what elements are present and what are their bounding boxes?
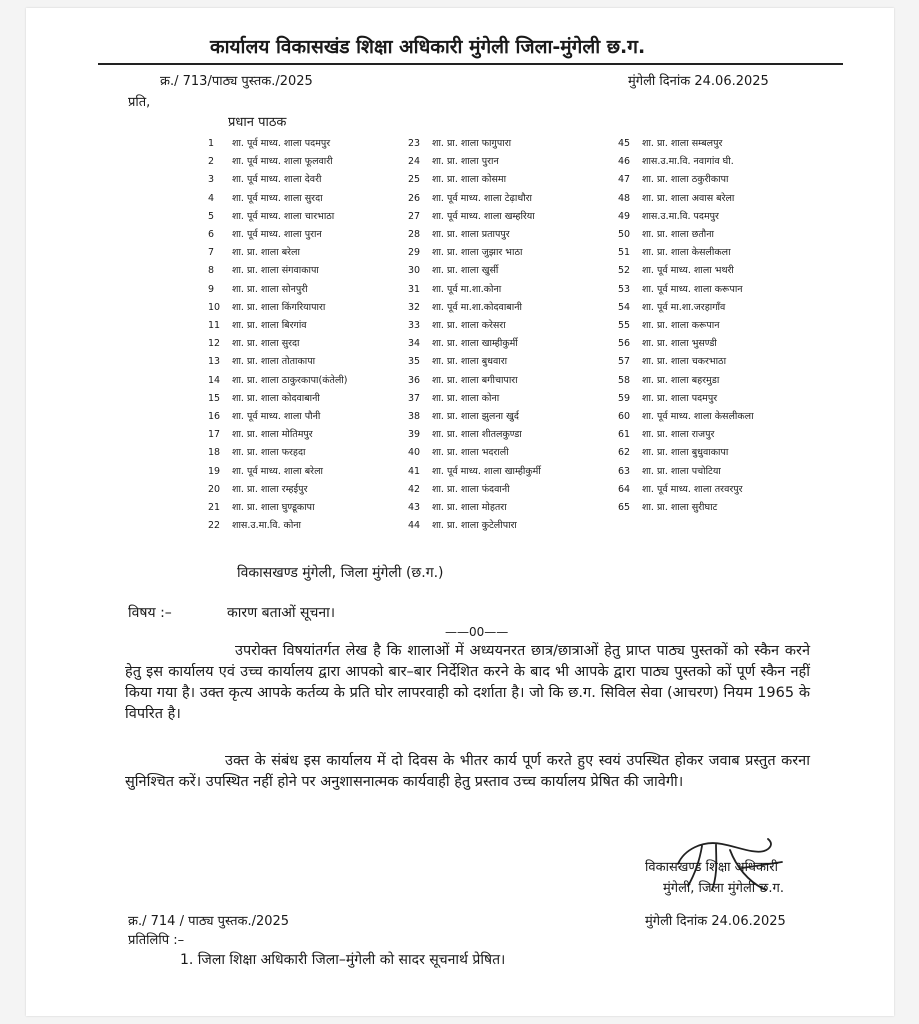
school-number: 21 <box>208 502 221 513</box>
school-list-item <box>408 209 535 222</box>
school-list-item <box>408 373 518 386</box>
school-name: शा. पूर्व माध्य. शाला बरेला <box>232 465 323 477</box>
school-name: शास.उ.मा.वि. पदमपुर <box>642 210 719 222</box>
school-name: शा. प्रा. शाला फागुपारा <box>432 138 512 149</box>
school-number: 39 <box>408 429 421 441</box>
school-name: शा. प्रा. शाला भुसण्डी <box>642 338 717 350</box>
school-name: शा. प्रा. शाला खुर्सी <box>432 265 499 277</box>
school-name: शा. प्रा. शाला मोहतरा <box>432 502 507 513</box>
school-name: शा. पूर्व माध्य. शाला पुरान <box>232 229 322 240</box>
school-number: 22 <box>208 520 221 532</box>
school-list-item <box>618 482 743 495</box>
school-number: 57 <box>618 356 631 368</box>
school-list-item <box>618 464 721 477</box>
school-name: शा. प्रा. शाला पदमपुर <box>642 392 718 404</box>
school-number: 36 <box>408 374 421 386</box>
school-list-item <box>208 445 305 458</box>
school-list-item <box>408 482 510 495</box>
school-name: शा. प्रा. शाला बुधुवाकापा <box>642 447 729 459</box>
school-number: 52 <box>618 265 631 277</box>
school-number: 7 <box>208 247 215 259</box>
school-name: शा. प्रा. शाला संगवाकापा <box>232 265 319 277</box>
school-name: शा. प्रा. शाला बुधवारा <box>432 356 508 368</box>
school-list-item <box>208 227 322 240</box>
school-name: शा. पूर्व मा.शा.कोदवाबानी <box>432 301 522 313</box>
copy-label: प्रतिलिपि :– <box>128 933 185 948</box>
school-name: शा. पूर्व माध्य. शाला भथरी <box>642 265 734 277</box>
school-number: 12 <box>208 338 221 350</box>
school-list-item <box>208 482 307 495</box>
school-list-item <box>408 500 507 513</box>
school-number: 19 <box>208 465 221 477</box>
footer-reference-number: क्र./ 714 / पाठ्य पुस्तक./2025 <box>128 914 290 929</box>
school-name: शा. प्रा. शाला चकरभाठा <box>642 356 727 368</box>
school-number: 3 <box>208 174 215 186</box>
school-name: शा. प्रा. शाला शीतलकुण्डा <box>432 429 522 441</box>
school-number: 11 <box>208 320 221 331</box>
school-name: शा. पूर्व माध्य. शाला सुरदा <box>232 192 323 204</box>
school-list-item <box>208 391 320 404</box>
school-list-item <box>208 409 320 422</box>
school-list-item <box>408 191 532 204</box>
school-list-item <box>618 154 734 167</box>
school-number: 38 <box>408 411 421 422</box>
school-list-item <box>408 427 522 440</box>
school-number: 62 <box>618 447 631 459</box>
school-list-item <box>618 227 714 240</box>
school-name: शा. प्रा. शाला झुलना खुर्द <box>432 411 519 422</box>
school-number: 23 <box>408 138 421 149</box>
school-number: 45 <box>618 138 631 149</box>
subject-text: कारण बताओं सूचना। <box>227 605 336 621</box>
school-name: शा. प्रा. शाला ठकुरीकापा <box>642 174 729 186</box>
school-number: 58 <box>618 374 631 386</box>
school-list-item <box>618 445 728 458</box>
school-number: 8 <box>208 265 215 277</box>
school-list-item <box>618 245 731 258</box>
school-number: 30 <box>408 265 421 277</box>
school-number: 47 <box>618 174 631 186</box>
school-list-item <box>618 282 743 295</box>
school-list-item <box>408 409 519 422</box>
heading-rule <box>98 63 843 65</box>
school-number: 32 <box>408 301 421 313</box>
school-name: शा. प्रा. शाला फंदवानी <box>432 483 510 495</box>
reference-date: मुंगेली दिनांक 24.06.2025 <box>628 74 769 89</box>
school-name: शा. पूर्व माध्य. शाला देवरी <box>232 174 322 186</box>
school-list-item <box>408 172 506 185</box>
school-list-item <box>208 154 333 167</box>
school-number: 16 <box>208 411 221 422</box>
school-name: शा. प्रा. शाला फरहदा <box>232 447 306 459</box>
school-name: शा. प्रा. शाला प्रतापपुर <box>432 229 510 240</box>
addressee-title: प्रधान पाठक <box>228 115 287 130</box>
school-name: शा. प्रा. शाला बिरगांव <box>232 320 307 331</box>
school-list-item <box>208 518 301 531</box>
school-number: 35 <box>408 356 421 368</box>
school-name: शा. पूर्व मा.शा.कोना <box>432 283 502 295</box>
school-name: शा. प्रा. शाला करूपान <box>642 320 720 331</box>
school-list-item <box>208 354 315 367</box>
school-name: शास.उ.मा.वि. नवागांव घी. <box>642 156 734 168</box>
school-name: शा. प्रा. शाला कुटेलीपारा <box>432 520 517 532</box>
school-name: शा. प्रा. शाला कोदवाबानी <box>232 392 320 404</box>
school-name: शा. पूर्व मा.शा.जरहागाँव <box>642 301 726 313</box>
school-number: 43 <box>408 502 421 513</box>
school-number: 4 <box>208 192 215 204</box>
school-list-item <box>408 154 499 167</box>
school-number: 61 <box>618 429 631 441</box>
school-number: 15 <box>208 392 221 404</box>
school-list-item <box>208 300 325 313</box>
school-name: शा. प्रा. शाला किंगरियापारा <box>232 301 326 313</box>
school-number: 20 <box>208 483 221 495</box>
school-name: शा. प्रा. शाला खाम्हीकुर्मी <box>432 338 518 350</box>
school-number: 44 <box>408 520 421 532</box>
school-number: 46 <box>618 156 631 168</box>
school-list-item <box>618 354 726 367</box>
school-name: शा. प्रा. शाला केसलीकला <box>642 247 731 259</box>
school-number: 27 <box>408 210 421 222</box>
school-number: 14 <box>208 374 221 386</box>
school-name: शा. पूर्व माध्य. शाला चारभाठा <box>232 210 335 222</box>
reference-number: क्र./ 713/पाठ्य पुस्तक./2025 <box>160 74 313 89</box>
school-name: शा. प्रा. शाला घुण्डूकापा <box>232 502 315 513</box>
school-number: 9 <box>208 283 215 295</box>
school-list-item <box>408 391 499 404</box>
school-name: शा. प्रा. शाला सुरदा <box>232 338 300 350</box>
school-list-item <box>208 282 308 295</box>
school-number: 24 <box>408 156 421 168</box>
school-list-item <box>408 263 498 276</box>
school-number: 63 <box>618 465 631 477</box>
school-name: शा. पूर्व माध्य. शाला तरवरपुर <box>642 483 743 495</box>
school-name: शा. प्रा. शाला पुरान <box>432 156 499 168</box>
school-number: 49 <box>618 210 631 222</box>
school-list-item <box>208 172 321 185</box>
school-number: 64 <box>618 483 631 495</box>
school-name: शा. प्रा. शाला पचोटिया <box>642 465 721 477</box>
school-name: शा. प्रा. शाला राजपुर <box>642 429 715 441</box>
school-name: शा. प्रा. शाला कोना <box>432 392 500 404</box>
school-name: शा. प्रा. शाला जुझार भाठा <box>432 247 523 259</box>
school-number: 25 <box>408 174 421 186</box>
school-list-item <box>618 336 717 349</box>
school-name: शा. प्रा. शाला सम्बलपुर <box>642 138 723 149</box>
prati-label: प्रति, <box>128 95 151 110</box>
school-name: शास.उ.मा.वि. कोना <box>232 520 302 532</box>
school-number: 59 <box>618 392 631 404</box>
school-list-item <box>208 336 300 349</box>
school-list-item <box>208 318 307 331</box>
school-number: 13 <box>208 356 221 368</box>
school-number: 60 <box>618 411 631 422</box>
school-number: 34 <box>408 338 421 350</box>
school-list-item <box>618 373 719 386</box>
school-number: 33 <box>408 320 421 331</box>
school-number: 65 <box>618 502 631 513</box>
office-heading: कार्यालय विकासखंड शिक्षा अधिकारी मुंगेली जिला-मुंगेली छ.ग. <box>210 36 646 58</box>
school-name: शा. प्रा. शाला बहरमुडा <box>642 374 720 386</box>
paragraph-body-2: उक्त के संबंध इस कार्यालय में दो दिवस के भीतर कार्य पूर्ण करते हुए स्वयं उपस्थित होकर जवाब प्रस्तुत करना सुनिश्चित करें। उपस्थित नहीं होने पर अनुशासनात्मक कार्यवाही हेतु प्रस्ताव उच्च कार्यालय प्रेषित की जावेगी। <box>125 753 810 790</box>
school-list-item <box>408 136 511 149</box>
school-list-item <box>208 245 300 258</box>
school-list-item <box>618 427 714 440</box>
school-list-item <box>618 500 717 513</box>
school-number: 10 <box>208 301 221 313</box>
school-number: 55 <box>618 320 631 331</box>
school-number: 53 <box>618 283 631 295</box>
school-name: शा. प्रा. शाला सुरीघाट <box>642 502 718 513</box>
school-list-item <box>408 336 518 349</box>
school-name: शा. प्रा. शाला रम्हईपुर <box>232 483 308 495</box>
school-number: 6 <box>208 229 215 240</box>
school-list-item <box>618 300 725 313</box>
school-number: 31 <box>408 283 421 295</box>
school-name: शा. प्रा. शाला ठाकुरकापा(कंतेली) <box>232 374 348 386</box>
school-number: 48 <box>618 192 631 204</box>
school-number: 41 <box>408 465 421 477</box>
school-name: शा. पूर्व माध्य. शाला खम्हरिया <box>432 210 535 222</box>
separator: ——00—— <box>445 625 509 639</box>
school-list-item <box>208 136 330 149</box>
school-list-item <box>618 172 728 185</box>
school-list-item <box>208 263 319 276</box>
school-name: शा. प्रा. शाला मोतिमपुर <box>232 429 313 441</box>
school-list-item <box>618 191 734 204</box>
school-name: शा. पूर्व माध्य. शाला फूलवारी <box>232 156 333 168</box>
school-number: 5 <box>208 210 215 222</box>
school-number: 28 <box>408 229 421 240</box>
school-list-item <box>408 464 541 477</box>
school-list-item <box>208 427 313 440</box>
school-number: 37 <box>408 392 421 404</box>
paragraph-body-1: उपरोक्त विषयांतर्गत लेख है कि शालाओं में अध्ययनरत छात्र/छात्राओं हेतु प्राप्त पाठ्य पुस्तकों को स्कैन करने हेतु इस कार्यालय एवं उच्च कार्यालय द्वारा आपको बार–बार निर्देशित करने के बाद भी आपके द्वारा पाठ्य पुस्तको कों पूर्ण स्कैन नहीं किया गया है। उक्त कृत्य आपके कर्तव्य के प्रति घोर लापरवाही को दर्शाता है। जो कि छ.ग. सिविल सेवा (आचरण) नियम 1965 के विपरित है। <box>125 643 810 722</box>
school-list-item <box>618 391 717 404</box>
school-name: शा. पूर्व माध्य. शाला केसलीकला <box>642 411 754 422</box>
school-number: 50 <box>618 229 631 240</box>
school-list-item <box>408 354 507 367</box>
school-list-item <box>208 209 334 222</box>
school-list-item <box>408 318 506 331</box>
school-name: शा. पूर्व माध्य. शाला करूपान <box>642 283 743 295</box>
school-number: 40 <box>408 447 421 459</box>
school-name: शा. प्रा. शाला छतौना <box>642 229 714 240</box>
school-list-item <box>208 464 323 477</box>
school-name: शा. प्रा. शाला सोनपुरी <box>232 283 308 295</box>
school-name: शा. प्रा. शाला तोताकापा <box>232 356 316 368</box>
school-name: शा. प्रा. शाला कोसमा <box>432 174 507 186</box>
school-list-item <box>408 282 501 295</box>
copy-recipient: 1. जिला शिक्षा अधिकारी जिला–मुंगेली को सादर सूचनार्थ प्रेषित। <box>180 952 506 968</box>
school-number: 56 <box>618 338 631 350</box>
block-line: विकासखण्ड मुंगेली, जिला मुंगेली (छ.ग.) <box>237 565 444 581</box>
school-name: शा. प्रा. शाला बरेला <box>232 247 300 259</box>
school-list-item <box>618 409 754 422</box>
school-list-item <box>208 500 315 513</box>
school-list-item <box>208 191 323 204</box>
school-name: शा. पूर्व माध्य. शाला टेढ़ाधौरा <box>432 192 533 204</box>
school-list-item <box>618 209 719 222</box>
school-number: 54 <box>618 301 631 313</box>
footer-reference-date: मुंगेली दिनांक 24.06.2025 <box>645 914 786 929</box>
signature-location: मुंगेली, जिला मुंगेली छ.ग. <box>663 881 784 896</box>
school-list-item <box>618 318 720 331</box>
school-list-item <box>408 445 509 458</box>
signature-designation: विकासखण्ड शिक्षा अधिकारी <box>645 860 778 875</box>
school-list-item <box>408 245 522 258</box>
school-list-item <box>408 300 522 313</box>
school-list-item <box>408 227 510 240</box>
school-name: शा. पूर्व माध्य. शाला पौनी <box>232 411 321 422</box>
school-name: शा. प्रा. शाला करेसरा <box>432 320 506 331</box>
school-name: शा. प्रा. शाला भदराली <box>432 447 509 459</box>
school-number: 42 <box>408 483 421 495</box>
school-number: 1 <box>208 138 215 149</box>
subject-label: विषय :– <box>128 605 172 621</box>
school-name: शा. पूर्व माध्य. शाला खाम्हीकुर्मी <box>432 465 541 477</box>
school-list-item <box>618 136 722 149</box>
school-name: शा. प्रा. शाला अवास बरेला <box>642 192 735 204</box>
school-list-item <box>208 373 348 386</box>
school-number: 2 <box>208 156 215 168</box>
school-list-item <box>618 263 734 276</box>
school-name: शा. पूर्व माध्य. शाला पदमपुर <box>232 138 331 149</box>
school-list-item <box>408 518 517 531</box>
school-number: 17 <box>208 429 221 441</box>
school-name: शा. प्रा. शाला बगीचापारा <box>432 374 518 386</box>
school-number: 29 <box>408 247 421 259</box>
school-number: 51 <box>618 247 631 259</box>
school-number: 26 <box>408 192 421 204</box>
school-number: 18 <box>208 447 221 459</box>
